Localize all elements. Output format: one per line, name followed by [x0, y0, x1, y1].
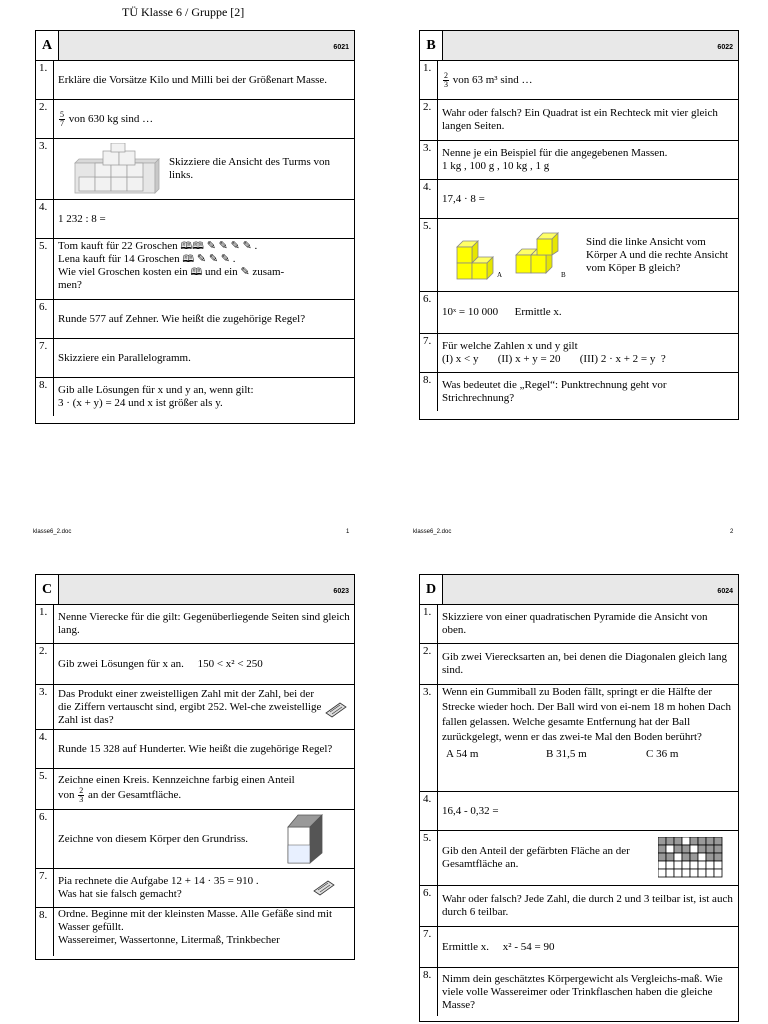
- question-text: $\frac{5}{7}$ von 630 kg sind …: [60, 109, 154, 128]
- question-row: [36, 100, 354, 139]
- question-text: Zeichne einen Kreis. Kennzeichne farbig einen Anteil: [58, 774, 295, 786]
- question-row: [36, 685, 354, 730]
- card-header: [36, 31, 354, 61]
- question-row: [36, 200, 354, 239]
- card-letter: B: [420, 31, 443, 60]
- question-text: Was hat sie falsch gemacht?: [58, 888, 182, 900]
- question-number: 3.: [420, 685, 438, 791]
- question-number: 2.: [420, 100, 438, 140]
- question-text: Sind die linke Ansicht vom Körper A und die rechte Ansicht vom Köper B gleich?: [586, 235, 729, 274]
- question-row: [420, 100, 738, 141]
- question-row: [36, 339, 354, 378]
- yellow-cubes-figure: [442, 225, 582, 285]
- question-row: [36, 908, 354, 956]
- question-row: [420, 685, 738, 792]
- book-icon: 🕮: [182, 254, 195, 265]
- question-text: 1 232 : 8 =: [58, 212, 106, 225]
- question-text: Erkläre die Vorsätze Kilo und Milli bei der Größenart Masse.: [58, 73, 328, 86]
- question-number: 1.: [420, 605, 438, 643]
- label-a: A: [497, 271, 503, 279]
- pencil-icon: ✎: [240, 266, 250, 278]
- fraction: $\frac{5}{7}$: [60, 109, 64, 128]
- question-number: 8.: [420, 968, 438, 1016]
- question-number: 4.: [420, 792, 438, 830]
- question-text: Skizziere die Ansicht des Turms von links.: [169, 156, 331, 181]
- question-number: 6.: [36, 300, 54, 338]
- question-number: 1.: [420, 61, 438, 99]
- card-header: [36, 575, 354, 605]
- question-row: [420, 605, 738, 644]
- prism-figure: [286, 813, 326, 865]
- pencil-icon: ✎ ✎ ✎ .: [196, 253, 236, 265]
- calculator-icon: [312, 879, 336, 897]
- question-text: Skizziere von einer quadratischen Pyramide die Ansicht von oben.: [442, 611, 708, 636]
- question-row: [36, 810, 354, 869]
- card-b: [419, 30, 739, 420]
- tower-figure: [73, 143, 161, 195]
- question-number: 3.: [36, 139, 54, 199]
- question-text: Gib alle Lösungen für x und y an, wenn gilt:: [58, 384, 254, 396]
- question-text: Nimm dein geschätztes Körpergewicht als Vergleichs-maß. Wie viele volle Wassereimer oder Trinkflaschen haben die gleiche Masse?: [442, 972, 723, 1011]
- question-number: 8.: [420, 373, 438, 411]
- question-row: [420, 644, 738, 685]
- footer-page: 2: [730, 529, 734, 535]
- question-text: Runde 577 auf Zehner. Wie heißt die zugehörige Regel?: [58, 312, 306, 325]
- card-c: [35, 574, 355, 960]
- question-text: Für welche Zahlen x und y gilt: [442, 340, 578, 352]
- question-row: 5. Tom kauft für 22 Groschen 🕮🕮 ✎ ✎ ✎ ✎ . Lena kauft für 14 Groschen 🕮 ✎ ✎ ✎ . Wie viel Groschen kosten ein 🕮 und ein ✎ zusam- men?: [36, 239, 354, 300]
- question-text: (I) x < y (II) x + y = 20 (III) 2 · x + 2 = y ?: [442, 353, 666, 365]
- card-header: [420, 31, 738, 61]
- question-row: [420, 141, 738, 180]
- question-text: Zeichne von diesem Körper den Grundriss.: [58, 832, 249, 845]
- question-text: Wahr oder falsch? Jede Zahl, die durch 2 und 3 teilbar ist, ist auch durch 6 teilbar.: [442, 893, 733, 918]
- question-number: 7.: [36, 339, 54, 377]
- question-text: Gib zwei Vierecksarten an, bei denen die Diagonalen gleich lang sind.: [442, 651, 728, 676]
- question-text: Runde 15 328 auf Hunderter. Wie heißt die zugehörige Regel?: [58, 742, 333, 755]
- question-text: Ermittle x.: [442, 940, 490, 953]
- question-number: 1.: [36, 605, 54, 643]
- fraction: $\frac{2}{3}$: [444, 70, 448, 89]
- question-row: [36, 378, 354, 416]
- question-number: 5.: [36, 769, 54, 809]
- answer-option: A 54 m: [446, 748, 479, 760]
- question-number: 5.: [420, 219, 438, 291]
- answer-option: C 36 m: [646, 748, 679, 760]
- question-row: [420, 968, 738, 1016]
- grid-figure: [658, 837, 724, 879]
- question-row: [36, 139, 354, 200]
- question-number: 2.: [36, 100, 54, 138]
- question-text: Wahr oder falsch? Ein Quadrat ist ein Rechteck mit vier gleich langen Seiten.: [442, 107, 718, 132]
- question-row: [420, 886, 738, 927]
- question-row: [36, 61, 354, 100]
- question-number: 6.: [36, 810, 54, 868]
- card-code: 6022: [443, 31, 738, 60]
- book-icon: 🕮🕮: [180, 241, 204, 252]
- answer-option: B 31,5 m: [546, 748, 587, 760]
- question-text: Gib zwei Lösungen für x an. 150 < x² < 250: [58, 657, 263, 670]
- card-d: [419, 574, 739, 1022]
- question-number: 7.: [420, 927, 438, 967]
- question-row: [420, 334, 738, 373]
- card-code: 6023: [59, 575, 354, 604]
- question-number: 2.: [36, 644, 54, 684]
- question-text: $\frac{2}{3}$ von 63 m³ sind …: [444, 70, 533, 89]
- question-number: 1.: [36, 61, 54, 99]
- card-header: [420, 575, 738, 605]
- question-number: 2.: [420, 644, 438, 684]
- question-number: 8.: [36, 908, 54, 956]
- calculator-icon: [324, 701, 348, 719]
- question-text: Nenne je ein Beispiel für die angegebenen Massen.: [442, 147, 668, 159]
- question-text: Was bedeutet die „Regel“: Punktrechnung geht vor Strichrechnung?: [442, 379, 667, 404]
- question-row: [420, 373, 738, 411]
- question-text: Ordne. Beginne mit der kleinsten Masse. Alle Gefäße sind mit Wasser gefüllt.: [58, 908, 333, 933]
- label-b: B: [561, 271, 566, 279]
- card-a: [35, 30, 355, 424]
- question-text: 16,4 - 0,32 =: [442, 804, 499, 817]
- question-text: Gib den Anteil der gefärbten Fläche an der Gesamtfläche an.: [442, 845, 630, 870]
- question-text: Das Produkt einer zweistelligen Zahl mit der Zahl, bei der die Ziffern vertauscht sind, ergibt 252. Wel-che zweistellige Zahl ist das?: [58, 687, 322, 726]
- footer-file: klasse6_2.doc: [33, 529, 72, 535]
- footer-file: klasse6_2.doc: [413, 529, 452, 535]
- question-row: [36, 869, 354, 908]
- question-text: Wassereimer, Wassertonne, Litermaß, Trinkbecher: [58, 934, 280, 946]
- question-row: [36, 605, 354, 644]
- question-text: Skizziere ein Parallelogramm.: [58, 351, 191, 364]
- card-letter: A: [36, 31, 59, 60]
- question-number: 3.: [36, 685, 54, 729]
- question-row: [420, 180, 738, 219]
- footer-page: 1: [346, 529, 350, 535]
- question-text: Ermittle x.: [514, 306, 562, 318]
- question-row: [420, 831, 738, 886]
- question-number: 8.: [36, 378, 54, 416]
- question-text: von $\frac{2}{3}$ an der Gesamtfläche.: [58, 786, 182, 804]
- book-icon: 🕮: [190, 267, 203, 278]
- question-text: x² - 54 = 90: [502, 940, 555, 953]
- question-number: 5.: [36, 239, 54, 299]
- question-row: [420, 292, 738, 334]
- question-row: [36, 769, 354, 810]
- question-text: 17,4 · 8 =: [442, 192, 485, 205]
- question-text: Wenn ein Gummiball zu Boden fällt, springt er die Hälfte der Strecke wieder hoch. Der Ball wird von ei-nem 18 m hohen Dach fallen gelassen. Welche gesamte Entfernung hat der Ball zurückgelegt, wenn er das zwei-te Mal den Boden berührt?: [442, 686, 731, 743]
- card-letter: D: [420, 575, 443, 604]
- card-code: 6024: [443, 575, 738, 604]
- question-row: [36, 300, 354, 339]
- question-text: Pia rechnete die Aufgabe 12 + 14 · 35 = 910 .: [58, 875, 259, 887]
- card-letter: C: [36, 575, 59, 604]
- page-title: TÜ Klasse 6 / Gruppe [2]: [122, 5, 245, 19]
- question-text: Nenne Vierecke für die gilt: Gegenüberliegende Seiten sind gleich lang.: [58, 611, 350, 636]
- question-number: 5.: [420, 831, 438, 885]
- pencil-icon: ✎ ✎ ✎ ✎ .: [206, 240, 258, 252]
- question-row: [420, 219, 738, 292]
- question-number: 4.: [420, 180, 438, 218]
- card-code: 6021: [59, 31, 354, 60]
- question-number: 6.: [420, 292, 438, 333]
- question-number: 7.: [420, 334, 438, 372]
- fraction: $\frac{2}{3}$: [79, 786, 84, 804]
- question-number: 7.: [36, 869, 54, 907]
- question-text: 3 · (x + y) = 24 und x ist größer als y.: [58, 397, 223, 409]
- question-row: [420, 792, 738, 831]
- question-row: [420, 927, 738, 968]
- question-number: 3.: [420, 141, 438, 179]
- question-row: [36, 730, 354, 769]
- question-row: [420, 61, 738, 100]
- question-row: [36, 644, 354, 685]
- question-number: 4.: [36, 200, 54, 238]
- question-number: 4.: [36, 730, 54, 768]
- question-text: 10ˣ = 10 000: [442, 306, 499, 318]
- question-number: 6.: [420, 886, 438, 926]
- question-text: 1 kg , 100 g , 10 kg , 1 g: [442, 160, 550, 172]
